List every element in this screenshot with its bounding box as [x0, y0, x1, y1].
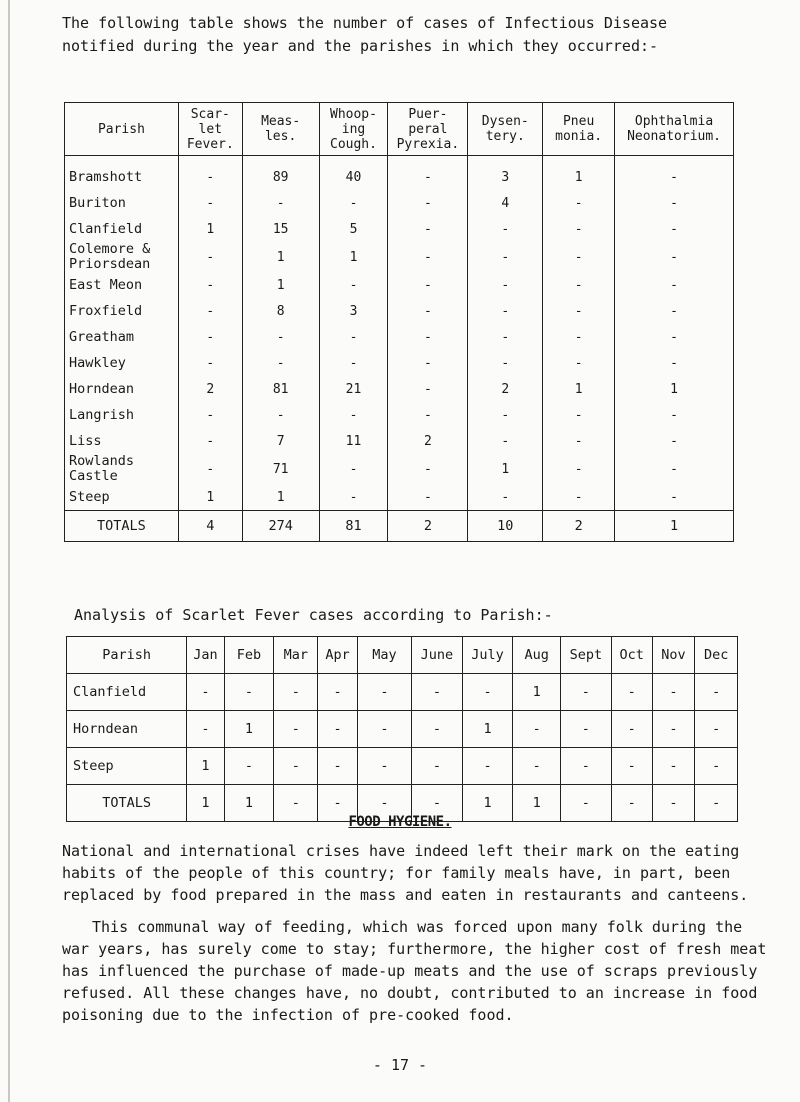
table-row: [65, 190, 734, 216]
value-cell: 1: [319, 242, 388, 272]
disease-table-totals-row: [65, 511, 734, 542]
parish-name-cell: Clanfield: [67, 674, 187, 711]
value-cell: -: [357, 711, 411, 748]
value-cell: -: [611, 674, 652, 711]
value-cell: -: [611, 748, 652, 785]
total-value-cell: 2: [543, 511, 615, 542]
value-cell: -: [242, 190, 319, 216]
parish-name-cell: Clanfield: [65, 216, 179, 242]
table-row: [65, 376, 734, 402]
parish-name-cell: Horndean: [65, 376, 179, 402]
parish-name-cell: Froxfield: [65, 298, 179, 324]
parish-name-cell: Greatham: [65, 324, 179, 350]
value-cell: -: [468, 216, 543, 242]
value-cell: -: [513, 711, 561, 748]
value-cell: -: [695, 711, 738, 748]
total-value-cell: 1: [224, 785, 273, 822]
value-cell: -: [615, 324, 734, 350]
value-cell: -: [274, 711, 318, 748]
column-header: June: [412, 637, 463, 674]
column-header: Parish: [67, 637, 187, 674]
value-cell: -: [178, 454, 242, 484]
intro-line-1: The following table shows the number of cases of Infectious Disease: [62, 14, 668, 32]
value-cell: -: [178, 242, 242, 272]
column-header: July: [462, 637, 513, 674]
value-cell: -: [388, 272, 468, 298]
value-cell: -: [543, 242, 615, 272]
table-row: [65, 216, 734, 242]
value-cell: -: [318, 711, 357, 748]
value-cell: -: [462, 748, 513, 785]
table-row: [67, 674, 738, 711]
table-row: [65, 484, 734, 511]
column-header: Jan: [187, 637, 225, 674]
value-cell: -: [468, 484, 543, 511]
value-cell: -: [224, 674, 273, 711]
value-cell: -: [242, 350, 319, 376]
value-cell: -: [388, 402, 468, 428]
value-cell: -: [319, 484, 388, 511]
value-cell: 71: [242, 454, 319, 484]
column-header: Mar: [274, 637, 318, 674]
value-cell: -: [178, 428, 242, 454]
value-cell: -: [187, 711, 225, 748]
value-cell: 21: [319, 376, 388, 402]
value-cell: -: [543, 484, 615, 511]
value-cell: -: [178, 272, 242, 298]
column-header: Scar- let Fever.: [178, 103, 242, 156]
table-row: [65, 350, 734, 376]
value-cell: 1: [462, 711, 513, 748]
value-cell: -: [652, 748, 695, 785]
analysis-title: Analysis of Scarlet Fever cases according to Parish:-: [74, 606, 553, 624]
table-row: [65, 156, 734, 191]
infectious-disease-table: [64, 102, 734, 542]
parish-name-cell: Buriton: [65, 190, 179, 216]
value-cell: -: [319, 190, 388, 216]
value-cell: 1: [224, 711, 273, 748]
table-row: [65, 272, 734, 298]
value-cell: 2: [178, 376, 242, 402]
value-cell: 2: [468, 376, 543, 402]
value-cell: -: [695, 748, 738, 785]
value-cell: -: [615, 350, 734, 376]
value-cell: -: [615, 272, 734, 298]
parish-name-cell: Steep: [67, 748, 187, 785]
value-cell: -: [468, 298, 543, 324]
value-cell: 2: [388, 428, 468, 454]
column-header: Ophthalmia Neonatorium.: [615, 103, 734, 156]
value-cell: -: [388, 376, 468, 402]
value-cell: 1: [187, 748, 225, 785]
column-header: Apr: [318, 637, 357, 674]
value-cell: 1: [468, 454, 543, 484]
value-cell: -: [319, 350, 388, 376]
value-cell: -: [178, 156, 242, 191]
value-cell: -: [615, 156, 734, 191]
value-cell: -: [561, 711, 612, 748]
total-value-cell: -: [695, 785, 738, 822]
value-cell: -: [357, 748, 411, 785]
total-value-cell: -: [274, 785, 318, 822]
column-header: Dec: [695, 637, 738, 674]
value-cell: 1: [242, 484, 319, 511]
value-cell: -: [412, 674, 463, 711]
table-row: [67, 711, 738, 748]
value-cell: -: [615, 298, 734, 324]
column-header: Dysen- tery.: [468, 103, 543, 156]
value-cell: -: [468, 324, 543, 350]
total-value-cell: -: [318, 785, 357, 822]
table-row: [65, 402, 734, 428]
total-value-cell: 1: [513, 785, 561, 822]
value-cell: 1: [178, 484, 242, 511]
total-value-cell: -: [561, 785, 612, 822]
total-value-cell: 1: [615, 511, 734, 542]
value-cell: -: [615, 190, 734, 216]
parish-name-cell: Hawkley: [65, 350, 179, 376]
parish-name-cell: Rowlands Castle: [65, 454, 179, 484]
total-value-cell: 4: [178, 511, 242, 542]
value-cell: -: [388, 298, 468, 324]
value-cell: -: [543, 428, 615, 454]
value-cell: 81: [242, 376, 319, 402]
column-header: Nov: [652, 637, 695, 674]
value-cell: -: [319, 324, 388, 350]
value-cell: 1: [513, 674, 561, 711]
food-hygiene-heading-text: FOOD HYGIENE.: [348, 814, 452, 830]
food-hygiene-paragraph-2: This communal way of feeding, which was forced upon many folk during the war years, has surely come to stay; furthermore, the higher cost of fresh meat has influenced the purchase of made-up meats and the use of scraps previously refused. All these changes have, no doubt, contributed to an increase in food poisoning due to the infection of pre-cooked food.: [62, 918, 767, 1024]
intro-text: [62, 12, 762, 58]
value-cell: -: [242, 324, 319, 350]
scarlet-fever-table: [66, 636, 738, 822]
value-cell: -: [615, 242, 734, 272]
value-cell: -: [615, 216, 734, 242]
value-cell: -: [242, 402, 319, 428]
value-cell: -: [388, 484, 468, 511]
table-row: [65, 454, 734, 484]
value-cell: -: [274, 674, 318, 711]
total-value-cell: -: [357, 785, 411, 822]
value-cell: 89: [242, 156, 319, 191]
total-value-cell: 1: [187, 785, 225, 822]
value-cell: 1: [178, 216, 242, 242]
value-cell: -: [561, 674, 612, 711]
table-row: [65, 324, 734, 350]
value-cell: 3: [319, 298, 388, 324]
page-margin-rule: [8, 0, 10, 1102]
parish-name-cell: Horndean: [67, 711, 187, 748]
value-cell: -: [615, 484, 734, 511]
value-cell: -: [468, 242, 543, 272]
value-cell: -: [543, 216, 615, 242]
total-value-cell: -: [652, 785, 695, 822]
scarlet-table-header-row: [67, 637, 738, 674]
value-cell: -: [412, 748, 463, 785]
table-row: [65, 298, 734, 324]
value-cell: -: [611, 711, 652, 748]
value-cell: -: [388, 190, 468, 216]
value-cell: -: [543, 402, 615, 428]
value-cell: -: [388, 216, 468, 242]
value-cell: -: [319, 454, 388, 484]
column-header: Whoop- ing Cough.: [319, 103, 388, 156]
value-cell: -: [319, 402, 388, 428]
value-cell: 11: [319, 428, 388, 454]
totals-label-cell: TOTALS: [67, 785, 187, 822]
value-cell: 8: [242, 298, 319, 324]
disease-table-body: [65, 156, 734, 511]
column-header: Parish: [65, 103, 179, 156]
value-cell: -: [274, 748, 318, 785]
value-cell: -: [388, 350, 468, 376]
value-cell: -: [187, 674, 225, 711]
value-cell: -: [388, 324, 468, 350]
value-cell: -: [319, 272, 388, 298]
food-hygiene-body: [62, 840, 768, 1036]
value-cell: -: [318, 748, 357, 785]
value-cell: 1: [543, 156, 615, 191]
value-cell: -: [468, 428, 543, 454]
value-cell: 15: [242, 216, 319, 242]
value-cell: 7: [242, 428, 319, 454]
value-cell: 5: [319, 216, 388, 242]
value-cell: -: [318, 674, 357, 711]
parish-name-cell: Bramshott: [65, 156, 179, 191]
value-cell: -: [468, 402, 543, 428]
column-header: Oct: [611, 637, 652, 674]
value-cell: -: [543, 272, 615, 298]
total-value-cell: 2: [388, 511, 468, 542]
value-cell: -: [615, 428, 734, 454]
value-cell: -: [543, 454, 615, 484]
food-hygiene-paragraph-1: National and international crises have indeed left their mark on the eating habits of the people of this country; for family meals have, in part, been replaced by food prepared in the mass and eaten in restaurants and canteens.: [62, 842, 749, 904]
value-cell: -: [561, 748, 612, 785]
value-cell: -: [468, 272, 543, 298]
parish-name-cell: Steep: [65, 484, 179, 511]
parish-name-cell: Colemore & Priorsdean: [65, 242, 179, 272]
total-value-cell: -: [611, 785, 652, 822]
total-value-cell: 81: [319, 511, 388, 542]
value-cell: -: [652, 674, 695, 711]
column-header: May: [357, 637, 411, 674]
parish-name-cell: East Meon: [65, 272, 179, 298]
value-cell: -: [695, 674, 738, 711]
table-row: [65, 242, 734, 272]
column-header: Sept: [561, 637, 612, 674]
value-cell: 1: [242, 272, 319, 298]
column-header: Puer- peral Pyrexia.: [388, 103, 468, 156]
value-cell: -: [615, 454, 734, 484]
value-cell: -: [468, 350, 543, 376]
value-cell: -: [388, 242, 468, 272]
value-cell: 4: [468, 190, 543, 216]
parish-name-cell: Langrish: [65, 402, 179, 428]
intro-line-2: notified during the year and the parishes in which they occurred:-: [62, 37, 659, 55]
page-number: - 17 -: [372, 1056, 428, 1074]
value-cell: 40: [319, 156, 388, 191]
value-cell: -: [178, 350, 242, 376]
value-cell: -: [615, 402, 734, 428]
value-cell: -: [178, 190, 242, 216]
value-cell: -: [178, 298, 242, 324]
value-cell: -: [543, 350, 615, 376]
value-cell: -: [412, 711, 463, 748]
totals-label-cell: TOTALS: [65, 511, 179, 542]
value-cell: 1: [242, 242, 319, 272]
total-value-cell: 10: [468, 511, 543, 542]
value-cell: -: [178, 402, 242, 428]
food-hygiene-heading: [0, 814, 800, 830]
value-cell: -: [224, 748, 273, 785]
total-value-cell: 274: [242, 511, 319, 542]
value-cell: -: [543, 298, 615, 324]
value-cell: -: [388, 156, 468, 191]
value-cell: 1: [543, 376, 615, 402]
parish-name-cell: Liss: [65, 428, 179, 454]
total-value-cell: 1: [462, 785, 513, 822]
column-header: Meas- les.: [242, 103, 319, 156]
total-value-cell: -: [412, 785, 463, 822]
column-header: Feb: [224, 637, 273, 674]
scarlet-table-body: [67, 674, 738, 785]
value-cell: -: [388, 454, 468, 484]
value-cell: -: [513, 748, 561, 785]
value-cell: -: [543, 324, 615, 350]
value-cell: -: [543, 190, 615, 216]
value-cell: -: [652, 711, 695, 748]
disease-table-header-row: [65, 103, 734, 156]
table-row: [65, 428, 734, 454]
value-cell: -: [178, 324, 242, 350]
table-row: [67, 748, 738, 785]
value-cell: -: [357, 674, 411, 711]
value-cell: 1: [615, 376, 734, 402]
value-cell: 3: [468, 156, 543, 191]
column-header: Pneu monia.: [543, 103, 615, 156]
value-cell: -: [462, 674, 513, 711]
column-header: Aug: [513, 637, 561, 674]
